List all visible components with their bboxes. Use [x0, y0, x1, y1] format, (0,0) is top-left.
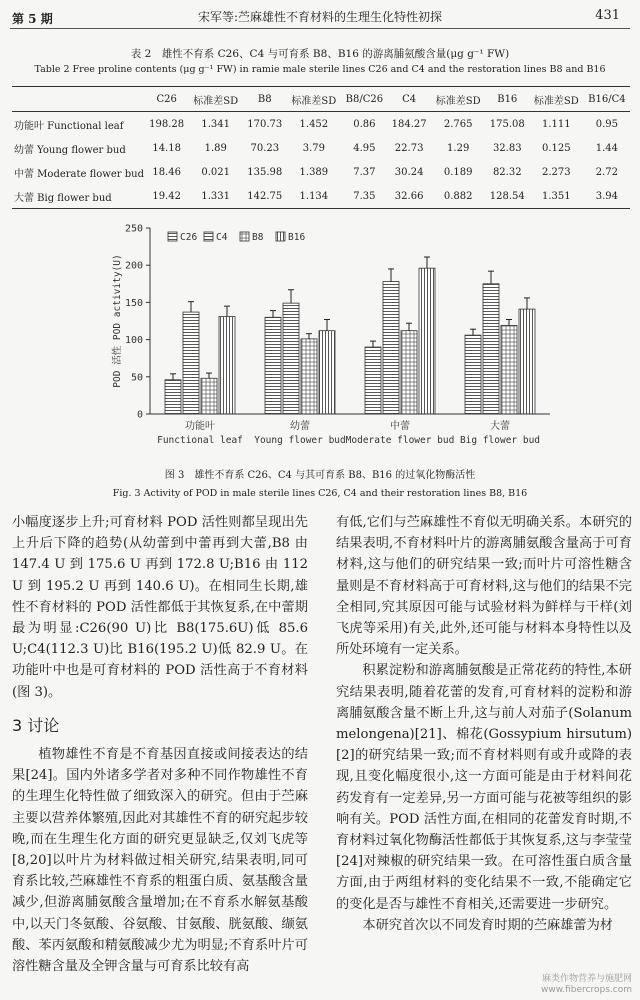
table-cell: 0.125 [542, 142, 571, 154]
table-cell: 1.89 [204, 142, 227, 154]
table-cell: 30.24 [394, 166, 424, 178]
table-cell: 135.98 [247, 166, 283, 178]
bar-b8 [501, 325, 517, 414]
bar-c4 [283, 303, 299, 414]
page-header [0, 0, 640, 30]
table-cell: 14.18 [152, 142, 181, 154]
table-row [12, 160, 630, 184]
bar-c4 [383, 282, 399, 414]
bar-c4 [483, 284, 499, 414]
table-cell: 19.42 [145, 184, 188, 209]
table-cell: 1.452 [299, 118, 329, 130]
legend-label: C4 [216, 232, 228, 243]
body-column-right [336, 512, 632, 936]
bar-c26 [465, 335, 481, 414]
table-cell: 1.134 [286, 184, 341, 209]
table-header-cell: B8 [243, 87, 286, 112]
table-cell: 7.37 [353, 166, 376, 178]
table-cell: 4.95 [353, 142, 376, 154]
table-cell: 2.765 [443, 118, 473, 130]
table-cell: 3.79 [302, 142, 325, 154]
body-paragraph: 积累淀粉和游离脯氨酸是正常花药的特性,本研究结果表明,随着花蕾的发育,可育材料的淀粉和游离脯氨酸含量不断上升,这与前人对茄子(Solanum melongena)[21]、棉花(Gossypium hirsutum)[2]的研究结果一致;而不育材料则有或升或降的表现,且变化幅度很小,这一方面可能是由于材料间花药发育有一定差异,另一方面可能与花被等组织的影响有关。POD 活性方面,在相同的花蕾发育时期,不育材料过氧化物酶活性都低于其恢复系,这与李莹莹[24]对辣椒的研究结果一致。在可溶性蛋白质含量方面,由于两组材料的变化结果不一致,不能确定它的变化是否与雄性不育相关,还需要进一步研究。 [336, 663, 632, 912]
y-tick-label: 0 [136, 409, 143, 421]
body-paragraph: 植物雄性不育是不育基因直接或间接表达的结果[24]。国内外诸多学者对多种不同作物雄性不育的生理生化特性做了细致深入的研究。但由于苎麻主要以营养体繁殖,因此对其雄性不育的研究起步较晚,而在生理生化方面的研究更显缺乏,仅刘飞虎等[8,20]以叶片为材料做过相关研究,结果表明,同可育系比较,苎麻雄性不育系的粗蛋白质、氨基酸含量减少,但游离脯氨酸含量增加;在不育系水解氨基酸中,以天门冬氨酸、谷氨酸、甘氨酸、胱氨酸、缬氨酸、苯丙氨酸和精氨酸减少尤为明显;不育系叶片可溶性糖含量及全钾含量与可育系比较有高 [12, 747, 308, 975]
table-cell: 70.23 [250, 142, 280, 154]
table-cell: 1.29 [447, 142, 470, 154]
watermark [541, 974, 632, 996]
table-cell: 1.44 [595, 142, 618, 154]
legend-label: C26 [180, 232, 198, 243]
x-tick-label: Big flower bud [459, 435, 541, 446]
x-tick-label: Functional leaf [157, 435, 243, 446]
bar-c4 [183, 312, 199, 414]
section-heading: 3 讨论 [12, 715, 60, 735]
body-column-left [12, 512, 308, 977]
page-number: 431 [595, 8, 620, 23]
y-tick-label: 50 [130, 372, 143, 384]
body-paragraph: 本研究首次以不同发育时期的苎麻雄蕾为材 [362, 917, 613, 933]
table-cell: 170.73 [247, 118, 283, 130]
table-cell: 0.189 [443, 166, 473, 178]
bar-c26 [265, 317, 281, 414]
table-cell: 中蕾 Moderate flower bud [14, 168, 144, 180]
y-tick-label: 150 [124, 297, 143, 309]
x-tick-label: 功能叶 [185, 421, 215, 432]
table-cell: 3.94 [584, 184, 630, 209]
table-cell: 1.331 [188, 184, 243, 209]
table-row [12, 136, 630, 160]
table-caption-en: Table 2 Free proline contents (μg g⁻¹ FW) in ramie male sterile lines C26 and C4 and the restoration lines B8 and B16 [34, 64, 606, 75]
body-paragraph: 有低,它们与苎麻雄性不育似无明确关系。本研究的结果表明,不育材料叶片的游离脯氨酸含量高于可育材料,这与他们的研究结果一致;而叶片可溶性糖含量则是不育材料高于可育材料,这与他们的结果不完全相同,究其原因可能与试验材料为鲜样与干样(刘飞虎等采用)有关,此外,还可能与材料本身特性以及所处环境有一定关系。 [336, 515, 632, 658]
table-header-row [12, 87, 630, 112]
body-paragraph: 小幅度逐步上升;可育材料 POD 活性则都呈现出先上升后下降的趋势(从幼蕾到中蕾再到大蕾,B8 由 147.4 U 到 175.6 U 再到 172.8 U;B16 由 112 U 到 195.2 U 再到 140.6 U)。在相同生长期,雄性不育材料的 POD 活性都低于其恢复系,在中蕾期最为明显:C26(90 U)比 B8(175.6U)低 85.6 U;C4(112.3 U)比 B16(195.2 U)低 82.9 U。在功能叶中也是可育材料的 POD 活性高于不育材料(图 3)。 [12, 515, 308, 700]
table-cell: 32.66 [387, 184, 430, 209]
y-tick-label: 100 [124, 335, 143, 347]
y-tick-label: 250 [124, 223, 143, 235]
legend-swatch [240, 232, 249, 241]
bar-b16 [519, 309, 535, 414]
figure-caption-cn: 图 3 雄性不育系 C26、C4 与其可育系 B8、B16 的过氧化物酶活性 [164, 470, 476, 481]
bar-b16 [219, 317, 235, 414]
x-tick-label: Young flower bud [254, 435, 346, 446]
pod-activity-chart [0, 220, 640, 464]
table-cell: 18.46 [152, 166, 181, 178]
table-row [12, 112, 630, 137]
bar-b8 [401, 331, 417, 414]
table-header-cell: 标准差SD [188, 87, 243, 112]
table-cell: 0.95 [595, 118, 618, 130]
bar-b16 [319, 331, 335, 414]
table-cell: 184.27 [391, 118, 427, 130]
legend-swatch [168, 232, 177, 241]
bar-c26 [365, 347, 381, 414]
watermark-line: 麻类作物营养与施肥网 [541, 974, 632, 984]
running-title: 宋军等:苎麻雄性不育材料的生理生化特性初探 [197, 10, 443, 24]
table-header-cell: 标准差SD [529, 87, 584, 112]
watermark-line: www.fibercrops.com [541, 985, 632, 995]
bar-b8 [201, 378, 217, 414]
legend-label: B16 [288, 232, 306, 243]
table-cell: 0.021 [201, 166, 231, 178]
table-cell: 功能叶 Functional leaf [14, 120, 124, 132]
table-cell: 128.54 [486, 184, 529, 209]
x-tick-label: 大蕾 [490, 421, 510, 432]
table-cell: 幼蕾 Young flower bud [14, 144, 126, 156]
table-cell: 2.273 [542, 166, 571, 178]
table-header-cell: 标准差SD [431, 87, 486, 112]
table-cell: 1.389 [299, 166, 329, 178]
table-header-cell: C4 [387, 87, 430, 112]
table-cell: 22.73 [394, 142, 424, 154]
table-cell: 1.111 [542, 118, 571, 130]
table-cell: 7.35 [341, 184, 387, 209]
table-row [12, 184, 630, 209]
legend-label: B8 [252, 232, 264, 243]
table-cell: 0.86 [353, 118, 376, 130]
proline-table [12, 86, 630, 209]
table-cell: 198.28 [149, 118, 185, 130]
table-cell: 32.83 [492, 142, 522, 154]
header-rule [10, 28, 630, 29]
figure-caption-en: Fig. 3 Activity of POD in male sterile lines C26, C4 and their restoration lines B8, B16 [112, 488, 528, 499]
table-cell: 0.882 [431, 184, 486, 209]
table-cell: 1.351 [529, 184, 584, 209]
table-cell: 142.75 [243, 184, 286, 209]
x-tick-label: 幼蕾 [290, 421, 310, 432]
table-cell: 175.08 [489, 118, 525, 130]
legend-swatch [276, 232, 285, 241]
chart-bars [165, 257, 535, 414]
table-cell: 1.341 [201, 118, 231, 130]
bar-c26 [165, 380, 181, 414]
table-cell: 82.32 [492, 166, 522, 178]
table-header-cell: B16 [486, 87, 529, 112]
issue-number: 第 5 期 [12, 12, 53, 26]
table-header-cell: B8/C26 [341, 87, 387, 112]
table-header-cell: 标准差SD [286, 87, 341, 112]
table-cell: 2.72 [595, 166, 618, 178]
chart-legend [168, 232, 305, 243]
x-tick-label: 中蕾 [390, 421, 410, 432]
x-tick-label: Moderate flower bud [345, 435, 455, 446]
legend-swatch [204, 232, 213, 241]
table-caption-cn: 表 2 雄性不育系 C26、C4 与可育系 B8、B16 的游离脯氨酸含量(μg g⁻¹ FW) [130, 48, 510, 60]
table-cell: 大蕾 Big flower bud [12, 184, 145, 209]
bar-b8 [301, 339, 317, 414]
table-header-cell: C26 [145, 87, 188, 112]
bar-b16 [419, 268, 435, 414]
table-header-cell [12, 87, 145, 112]
table-header-cell: B16/C4 [584, 87, 630, 112]
y-axis-label: POD 活性 POD activity(U) [112, 254, 123, 388]
y-tick-label: 200 [124, 260, 143, 272]
